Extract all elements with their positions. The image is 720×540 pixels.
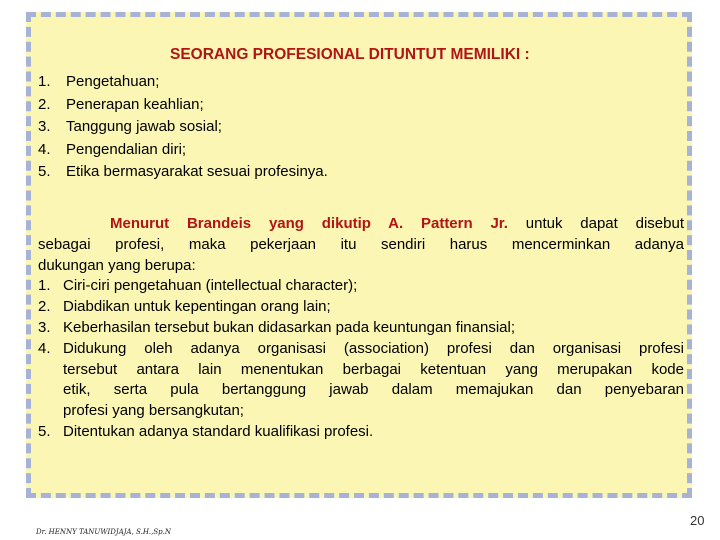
list-item [38, 116, 328, 139]
list-number: 2. [38, 95, 51, 113]
list-text: tersebut antara lain menentukan berbagai ketentuan yang merupakan kode [63, 360, 684, 378]
list-text: Didukung oleh adanya organisasi (association) profesi dan organisasi profesi [63, 339, 684, 357]
list-number: 3. [38, 118, 51, 136]
list-text: Diabdikan untuk kepentingan orang lain; [63, 298, 331, 316]
list-text: etik, serta pula bertanggung jawab dalam memajukan dan penyebaran [63, 381, 684, 399]
list-number: 1. [38, 277, 51, 295]
list-number: 4. [38, 140, 51, 158]
list-text: Pengetahuan; [66, 73, 160, 90]
paragraph-line: dukungan yang berupa: [38, 256, 196, 274]
list-item [38, 297, 684, 318]
list-number: 4. [38, 339, 51, 357]
source-citation: Menurut Brandeis yang dikutip A. Pattern Jr. [110, 215, 508, 232]
list-item [38, 422, 684, 443]
list-item [38, 339, 684, 422]
list-text: Ciri-ciri pengetahuan (intellectual character); [63, 277, 358, 295]
intro-text: untuk dapat disebut [507, 215, 684, 232]
criteria-list [38, 276, 684, 442]
list-item [38, 161, 328, 184]
list-item [38, 139, 328, 162]
list-text: Keberhasilan tersebut bukan didasarkan pada keuntungan finansial; [63, 318, 515, 336]
list-text: Tanggung jawab sosial; [66, 118, 222, 136]
footer-author: Dr. HENNY TANUWIDJAJA, S.H.,Sp.N [36, 528, 172, 536]
list-number: 1. [38, 73, 51, 90]
list-item [38, 276, 684, 297]
list-text: Etika bermasyarakat sesuai profesinya. [66, 163, 328, 181]
brandeis-paragraph [38, 214, 684, 443]
list-number: 3. [38, 318, 51, 336]
slide-heading: SEORANG PROFESIONAL DITUNTUT MEMILIKI : [170, 46, 530, 63]
list-item [38, 94, 328, 117]
list-number: 5. [38, 163, 51, 181]
list-item [38, 318, 684, 339]
list-number: 2. [38, 298, 51, 316]
page-number: 20 [690, 513, 705, 528]
list-text: Penerapan keahlian; [66, 95, 204, 113]
list-text: profesi yang bersangkutan; [63, 402, 244, 420]
list-text: Ditentukan adanya standard kualifikasi profesi. [63, 422, 374, 440]
list-text: Pengendalian diri; [66, 140, 187, 158]
list-number: 5. [38, 422, 51, 440]
paragraph-line: sebagai profesi, maka pekerjaan itu sendiri harus mencerminkan adanya [38, 235, 684, 253]
list-item [38, 71, 328, 94]
paragraph-line [38, 214, 684, 235]
requirements-list [38, 71, 328, 184]
